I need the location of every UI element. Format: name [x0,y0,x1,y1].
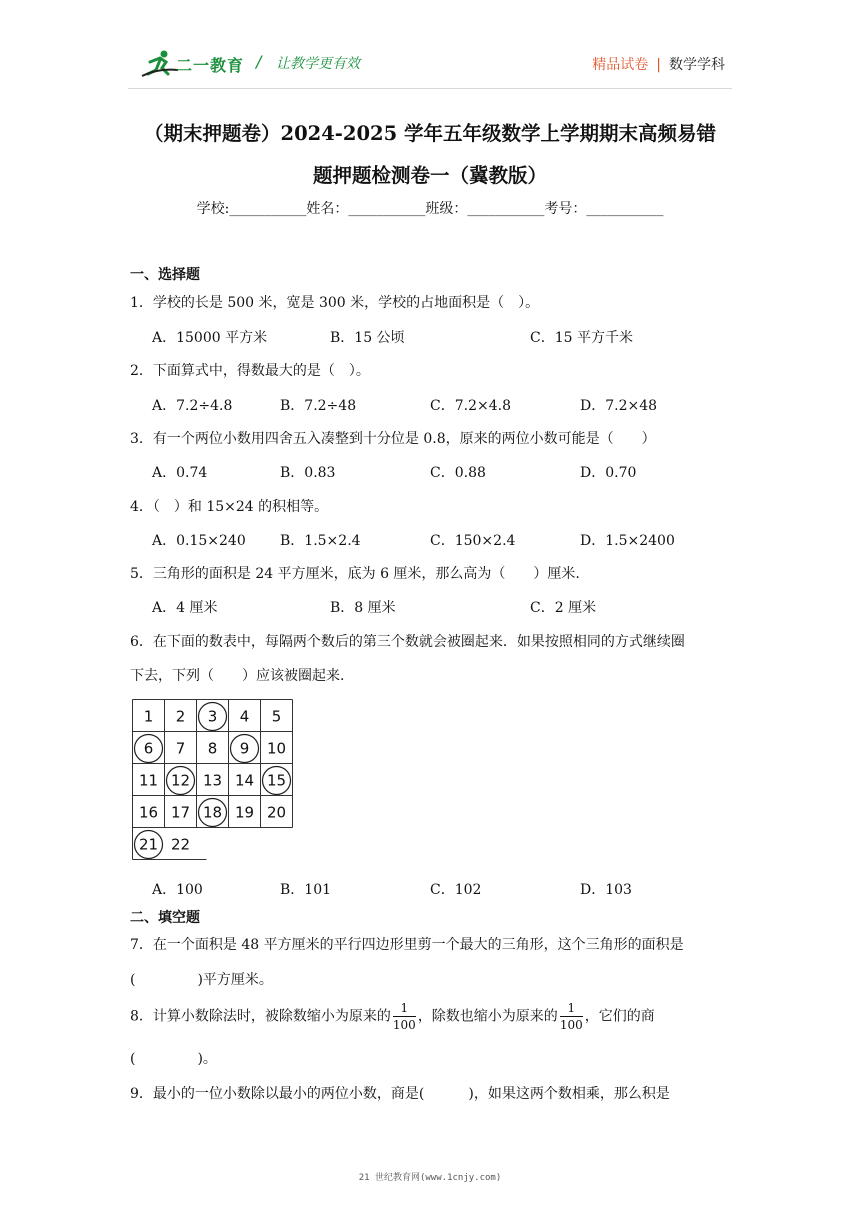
q4-option-d: D．1.5×2400 [580,533,675,549]
q3-option-a: A．0.74 [152,465,208,481]
grid-number: 13 [202,771,223,790]
page-title-line2: 题押题检测卷一（冀教版） [312,164,547,187]
q1-option-c: C．15 平方千米 [530,330,633,346]
page-footer: 21 世纪教育网(www.1cnjy.com) [358,1173,502,1183]
q1-option-b: B．15 公顷 [330,330,405,346]
q4-option-c: C．150×2.4 [430,533,516,549]
question-1: 1．学校的长是 500 米，宽是 300 米，学校的占地面积是（ ）。 [130,295,540,311]
question-8-line1 [130,1000,655,1033]
q8-paren-open: ( [130,1051,136,1067]
grid-number: 15 [266,771,287,790]
q7-paren-open: ( [130,972,136,988]
q6-option-b: B．101 [280,882,332,898]
q3-option-b: B．0.83 [280,465,336,481]
grid-number: 17 [170,803,191,822]
grid-number: 2 [175,707,186,726]
grid-number: 16 [138,803,159,822]
q6-option-a: A．100 [152,882,203,898]
q9-text-part2: )，如果这两个数相乘，那么积是 [468,1086,670,1102]
header-tags [592,54,725,74]
q2-option-c: C．7.2×4.8 [430,398,511,414]
brand-slogan: 让教学更有效 [276,56,360,72]
grid-number: 21 [138,835,159,854]
question-3: 3．有一个两位小数用四舍五入凑整到十分位是 0.8，原来的两位小数可能是（ ） [130,431,656,447]
q2-option-a: A．7.2÷4.8 [152,398,233,414]
brand-name: 二一教育 [176,56,245,75]
grid-number: 7 [175,739,186,758]
q6-option-c: C．102 [430,882,482,898]
question-7-line2 [130,969,273,989]
fraction-denominator: 100 [392,1018,416,1032]
q9-text-part1: 9．最小的一位小数除以最小的两位小数，商是( [130,1086,425,1102]
grid-number: 8 [207,739,218,758]
question-4: 4．（ ）和 15×24 的积相等。 [130,499,329,515]
question-5: 5．三角形的面积是 24 平方厘米，底为 6 厘米，那么高为（ ）厘米. [130,566,580,582]
grid-number: 10 [266,739,287,758]
question-7-line1: 7．在一个面积是 48 平方厘米的平行四边形里剪一个最大的三角形，这个三角形的面积是 [130,937,684,953]
q8-text-part3: ，它们的商 [584,1008,655,1025]
question-6-line1: 6．在下面的数表中，每隔两个数后的第三个数就会被圈起来．如果按照相同的方式继续圈 [130,634,685,650]
grid-number: 19 [234,803,255,822]
q2-option-b: B．7.2÷48 [280,398,357,414]
q5-option-b: B．8 厘米 [330,600,396,616]
q8-text-part2: ，除数也缩小为原来的 [417,1008,558,1025]
grid-number: 18 [202,803,223,822]
question-6-line2: 下去，下列（ ）应该被圈起来. [130,668,345,684]
grid-number: 11 [138,771,159,790]
q1-option-a: A．15000 平方米 [152,330,268,346]
fraction-numerator: 1 [393,1000,416,1017]
q2-option-d: D．7.2×48 [580,398,658,414]
tag-subject: 数学学科 [669,57,725,73]
q5-option-c: C．2 厘米 [530,600,597,616]
grid-number: 12 [170,771,191,790]
grid-number: 4 [239,707,250,726]
fraction-one-hundredth [560,1000,583,1033]
q3-option-d: D．0.70 [580,465,637,481]
q8-text-part1: 8．计算小数除法时，被除数缩小为原来的 [130,1008,391,1025]
grid-number: 22 [170,835,191,854]
q4-option-b: B．1.5×2.4 [280,533,361,549]
q6-option-d: D．103 [580,882,632,898]
fraction-one-hundredth [393,1000,416,1033]
grid-number: 20 [266,803,287,822]
grid-number: 1 [143,707,154,726]
q5-option-a: A．4 厘米 [152,600,218,616]
runner-logo-icon [140,48,180,80]
grid-number: 6 [143,739,154,758]
fraction-numerator: 1 [560,1000,583,1017]
q3-option-c: C．0.88 [430,465,486,481]
grid-number: 3 [207,707,218,726]
grid-number: 9 [239,739,250,758]
tag-premium: 精品试卷 [592,57,649,73]
brand-divider: / [256,52,262,71]
page-title-line1: （期末押题卷）2024-2025 学年五年级数学上学期期末高频易错 [144,122,716,145]
section-choice-heading: 一、选择题 [130,267,200,283]
q8-paren-close: )。 [197,1051,217,1067]
question-2: 2．下面算式中，得数最大的是（ ）。 [130,363,370,379]
header-divider [128,88,732,89]
tag-separator: | [656,57,661,73]
number-grid [131,698,301,864]
q7-paren-close: )平方厘米。 [197,972,273,988]
q4-option-a: A．0.15×240 [152,533,246,549]
grid-number: 5 [271,707,282,726]
question-9 [130,1083,670,1103]
section-fill-heading: 二、填空题 [130,910,200,926]
student-info-line: 学校:___________姓名：___________班级：___________考号：___________ [196,201,664,217]
grid-number: 14 [234,771,255,790]
question-8-line2 [130,1048,217,1068]
fraction-denominator: 100 [559,1018,583,1032]
